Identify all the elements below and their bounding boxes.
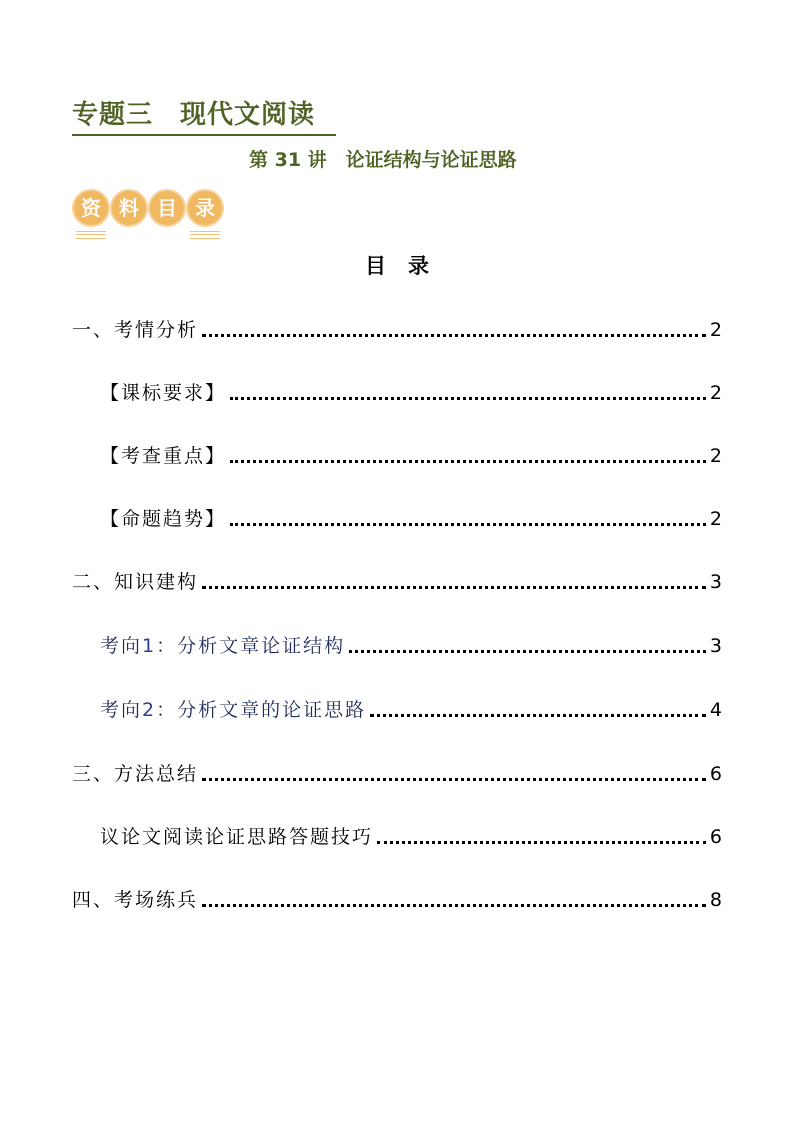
toc-heading: 目录	[365, 253, 451, 278]
toc-entry-label	[100, 633, 345, 659]
toc-entry-page: 6	[709, 826, 722, 848]
toc-entry-label-number: 1	[142, 635, 157, 657]
toc-entry-page: 4	[709, 699, 722, 721]
toc-entry[interactable]	[100, 500, 722, 532]
toc-entry-label-text: ：分析文章的论证思路	[156, 699, 367, 721]
toc-entry[interactable]	[72, 311, 722, 343]
badge-char-1: 资	[72, 189, 110, 227]
toc-dot-leader	[230, 397, 706, 400]
topic-title: 专题三 现代文阅读	[72, 100, 316, 130]
toc-entry-page: 3	[709, 635, 722, 657]
lecture-title: 第 31 讲 论证结构与论证思路	[249, 149, 517, 171]
topic-title-underline	[72, 134, 336, 136]
badge-char-4: 录	[186, 189, 224, 227]
toc-entry-label-prefix: 考向	[100, 635, 143, 657]
toc-entry-label: 一、考情分析	[72, 319, 199, 341]
toc-entry-label: 【课标要求】	[100, 382, 227, 404]
toc-entry[interactable]	[72, 755, 722, 787]
toc-entry-label: 二、知识建构	[72, 571, 199, 593]
materials-catalog-badge	[72, 189, 232, 241]
toc-entry-page: 2	[709, 382, 722, 404]
toc-dot-leader	[230, 460, 706, 463]
toc-dot-leader	[377, 841, 706, 844]
toc-entry-label: 【考查重点】	[100, 445, 227, 467]
toc-entry-page: 6	[709, 763, 722, 785]
badge-underline	[76, 231, 106, 239]
toc-dot-leader	[202, 904, 706, 907]
toc-entry[interactable]	[100, 374, 722, 406]
toc-entry[interactable]	[100, 818, 722, 850]
toc-entry-label-prefix: 考向	[100, 699, 143, 721]
toc-entry-label	[100, 697, 366, 723]
toc-entry-label-text: ：分析文章论证结构	[156, 635, 346, 657]
badge-underline	[190, 231, 220, 239]
toc-entry-page: 2	[709, 319, 722, 341]
toc-dot-leader	[370, 714, 706, 717]
toc-entry-page: 8	[709, 889, 722, 911]
toc-entry[interactable]	[100, 691, 722, 723]
toc-dot-leader	[202, 334, 706, 337]
toc-entry-label: 【命题趋势】	[100, 508, 227, 530]
badge-char-3: 目	[148, 189, 186, 227]
toc-entry-page: 2	[709, 445, 722, 467]
toc-entry-page: 3	[709, 571, 722, 593]
toc-entry[interactable]	[100, 437, 722, 469]
toc-entry-label-number: 2	[142, 699, 157, 721]
toc-entry-page: 2	[709, 508, 722, 530]
toc-entry-label: 三、方法总结	[72, 763, 199, 785]
toc-dot-leader	[349, 650, 706, 653]
toc-dot-leader	[230, 523, 706, 526]
toc-dot-leader	[202, 586, 706, 589]
badge-char-2: 料	[110, 189, 148, 227]
toc-entry[interactable]	[100, 627, 722, 659]
toc-dot-leader	[202, 778, 706, 781]
toc-entry[interactable]	[72, 881, 722, 913]
toc-entry[interactable]	[72, 563, 722, 595]
toc-entry-label: 议论文阅读论证思路答题技巧	[100, 826, 374, 848]
toc-entry-label: 四、考场练兵	[72, 889, 199, 911]
